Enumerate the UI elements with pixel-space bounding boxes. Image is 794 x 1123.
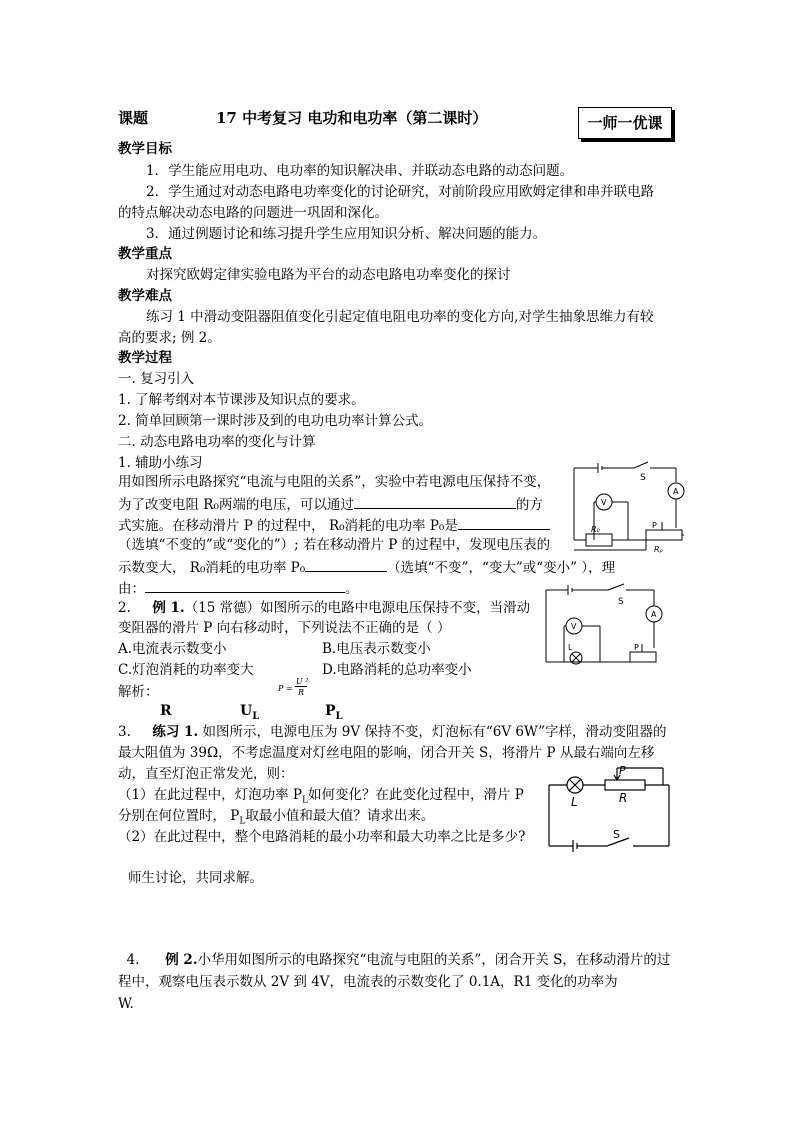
c2-voltmeter-label: V — [571, 622, 577, 631]
objectives-heading: 教学目标 — [118, 141, 172, 157]
example1-line2: 变阻器的滑片 P 向右移动时，下列说法不正确的是（ ） — [118, 620, 451, 636]
c1-rp-label: Rₚ — [654, 545, 663, 554]
analysis-col-ul: $U_L$ — [240, 703, 260, 722]
example1-option-a[interactable]: A.电流表示数变小 — [118, 641, 227, 657]
practice1-q1-line2: 分别在何位置时， $P_L$取最小值和最大值？请求出来。 — [118, 808, 435, 827]
practice1-q2: （2）在此过程中，整个电路消耗的最小功率和最大功率之比是多少? — [118, 829, 526, 845]
lesson-title: 17 中考复习 电功和电功率（第二课时） — [216, 109, 488, 127]
ex1-line2: 为了改变电阻 R₀两端的电压，可以通过 的方 — [118, 497, 543, 513]
c3-resistor-label: R — [619, 791, 628, 805]
practice1-line1: 3. 练习 1. 如图所示，电源电压为 9V 保持不变，灯泡标有“6V 6W”字样，滑动变阻器的 — [118, 724, 667, 740]
section-2-title: 二. 动态电路电功率的变化与计算 — [118, 434, 316, 450]
difficulty-line1: 练习 1 中滑动变阻器阻值变化引起定值电阻电功率的变化方向,对学生抽象思维力有较 — [146, 309, 654, 325]
circuit-diagram-2 — [540, 582, 670, 668]
ex1-line5: 示数变大， R₀消耗的电功率 P₀ （选填“不变”，“变大”或“变小” ），理 — [118, 560, 616, 576]
objective-3: 3．通过例题讨论和练习提升学生应用知识分析、解决问题的能力。 — [146, 226, 547, 242]
example2-line2: 程中，观察电压表示数从 2V 到 4V，电流表的示数变化了 0.1A，R1 变化的功率为 — [118, 974, 618, 990]
example1-option-d[interactable]: D.电路消耗的总功率变小 — [322, 662, 472, 678]
ex1-line1: 用如图所示电路探究“电流与电阻的关系”，实验中若电源电压保持不变， — [118, 474, 551, 490]
practice1-discussion: 师生讨论，共同求解。 — [128, 870, 263, 886]
analysis-col-r: R — [160, 703, 172, 719]
ex1-blank-reason[interactable] — [145, 579, 345, 593]
c1-ammeter-label: A — [673, 487, 679, 496]
c1-r0-label: R₀ — [591, 525, 600, 534]
c1-slider-label: P — [652, 521, 657, 530]
ex1-blank-power-trend[interactable] — [305, 558, 387, 572]
c2-switch-label: S — [618, 597, 624, 607]
c1-switch-label: S — [640, 473, 646, 483]
objective-2-line2: 的特点解决动态电路的问题进一巩固和深化。 — [118, 205, 388, 221]
c3-switch-label: S — [613, 828, 620, 841]
c3-lamp-label: L — [571, 795, 578, 809]
lesson-badge: 一师一优课 — [578, 107, 672, 139]
c2-lamp-label: L — [568, 643, 573, 652]
example1-analysis-label: 解析： — [118, 684, 159, 700]
section-2-item-1: 1. 辅助小练习 — [118, 455, 203, 471]
process-heading: 教学过程 — [118, 350, 172, 366]
ex1-line3: 式实施。在移动滑片 P 的过程中， R₀消耗的电功率 P₀是 — [118, 516, 550, 535]
lesson-label: 课题 — [118, 109, 149, 127]
circuit-diagram-1 — [566, 460, 691, 558]
c1-voltmeter-label: V — [601, 498, 607, 507]
practice1-q1-line1: （1）在此过程中，灯泡功率 $P_L$如何变化？在此变化过程中，滑片 P — [118, 787, 524, 806]
c2-ammeter-label: A — [651, 610, 657, 619]
objective-2-line1: 2．学生通过对动态电路电功率变化的讨论研究，对前阶段应用欧姆定律和串并联电路 — [146, 184, 655, 200]
ex1-line4: （选填“不变的”或“变化的”）; 若在移动滑片 P 的过程中，发现电压表的 — [118, 537, 551, 553]
example2-line3: W. — [118, 996, 134, 1012]
example2-line1: 4. 例 2.小华用如图所示的电路探究“电流与电阻的关系”，闭合开关 S，在移动滑片的过 — [126, 952, 671, 968]
difficulty-line2: 高的要求; 例 2。 — [118, 330, 221, 346]
ex1-line6: 由： 。 — [118, 581, 359, 597]
c3-slider-label: P — [619, 764, 626, 777]
ex1-blank-method[interactable] — [354, 495, 516, 509]
ex1-blank-power-change[interactable] — [458, 516, 550, 530]
keypoints-heading: 教学重点 — [118, 246, 172, 262]
section-1-item-2: 2. 简单回顾第一课时涉及到的电功电功率计算公式。 — [118, 413, 433, 429]
section-1-title: 一. 复习引入 — [118, 371, 195, 387]
objective-1: 1．学生能应用电功、电功率的知识解决串、并联动态电路的动态问题。 — [146, 163, 574, 179]
analysis-col-pl: $P_L$ — [325, 703, 343, 722]
section-1-item-1: 1. 了解考纲对本节课涉及知识点的要求。 — [118, 392, 365, 408]
c2-slider-label: P — [634, 643, 639, 652]
practice1-line2: 最大阻值为 39Ω，不考虑温度对灯丝电阻的影响，闭合开关 S，将滑片 P 从最右端向左移 — [118, 745, 655, 761]
practice1-line3: 动，直至灯泡正常发光，则： — [118, 766, 294, 782]
example1-line1: 2. 例 1.（15 常德）如图所示的电路中电源电压保持不变，当滑动 — [118, 600, 531, 616]
difficulty-heading: 教学难点 — [118, 288, 172, 304]
circuit-diagram-3 — [545, 760, 675, 858]
keypoints-text: 对探究欧姆定律实验电路为平台的动态电路电功率变化的探讨 — [146, 267, 511, 283]
example1-option-b[interactable]: B.电压表示数变小 — [322, 641, 431, 657]
example1-option-c[interactable]: C.灯泡消耗的功率变大 — [118, 662, 254, 678]
